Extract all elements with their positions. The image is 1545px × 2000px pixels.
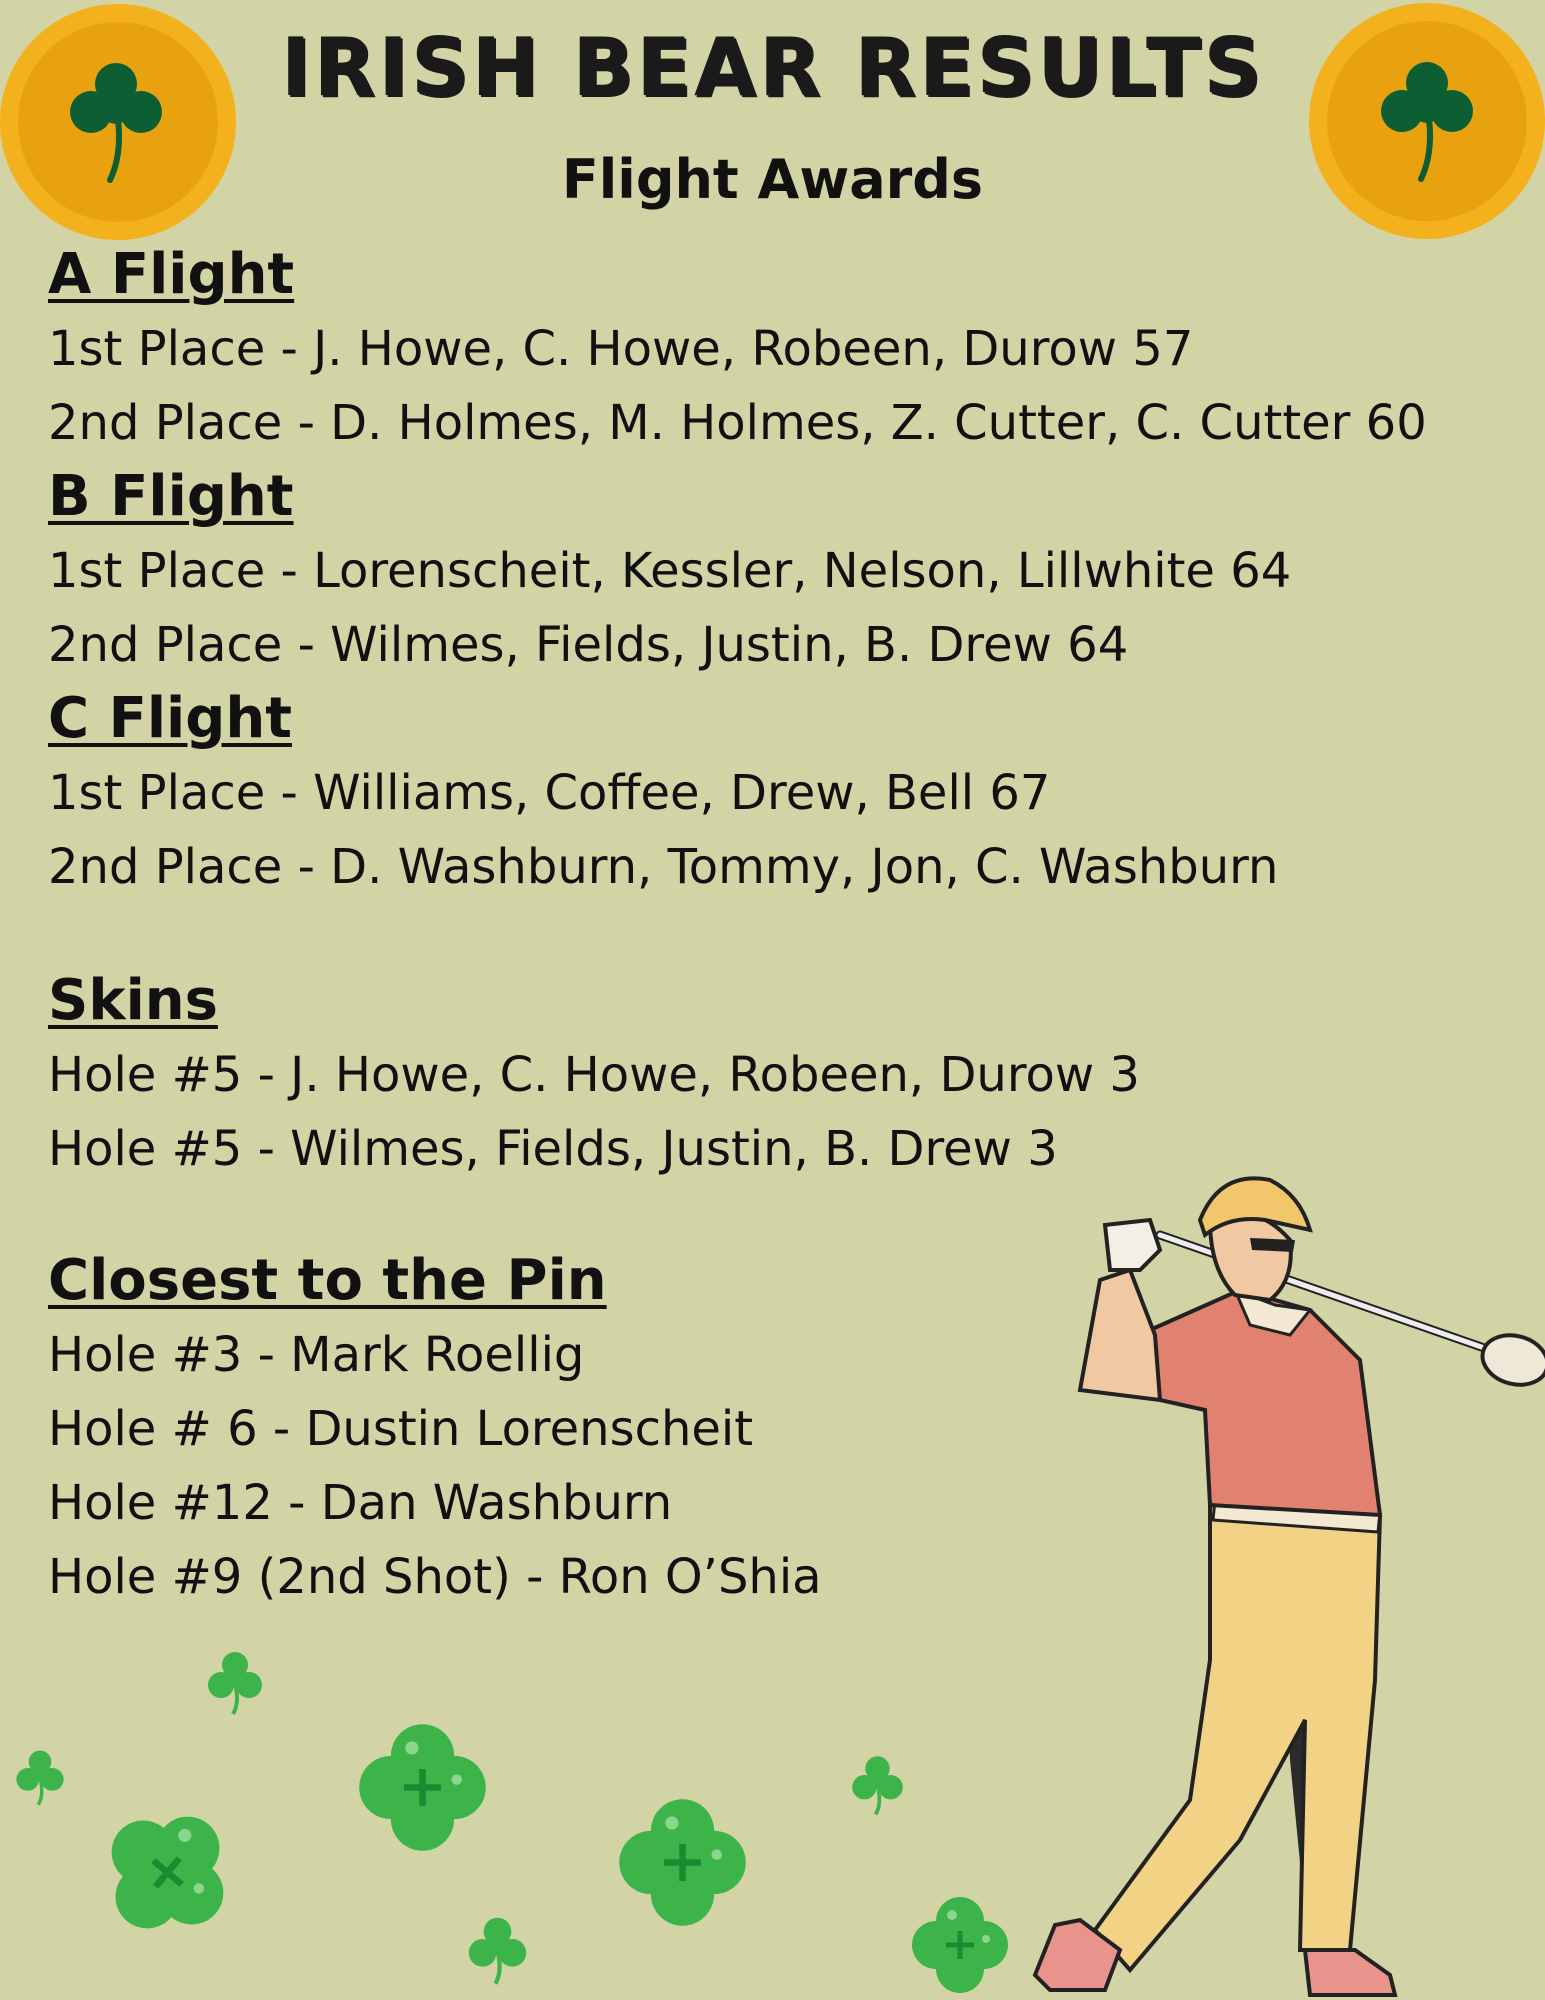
result-line: 1st Place - Williams, Coffee, Drew, Bell 67 — [48, 765, 1051, 821]
four-leaf-clover-icon — [195, 1640, 275, 1720]
result-line: 1st Place - J. Howe, C. Howe, Robeen, Durow 57 — [48, 321, 1194, 377]
result-line: 2nd Place - D. Holmes, M. Holmes, Z. Cutter, C. Cutter 60 — [48, 395, 1427, 451]
four-leaf-clover-icon — [610, 1790, 755, 1935]
section-heading: Skins — [48, 968, 218, 1033]
section-heading: Closest to the Pin — [48, 1248, 607, 1313]
section-a-flight — [48, 238, 1498, 460]
result-line: Hole # 6 - Dustin Lorenscheit — [48, 1401, 754, 1457]
section-heading: A Flight — [48, 242, 295, 307]
section-heading: B Flight — [48, 464, 294, 529]
four-leaf-clover-icon — [455, 1905, 540, 1990]
section-skins — [48, 964, 1498, 1186]
four-leaf-clover-icon — [95, 1800, 240, 1945]
section-b-flight — [48, 460, 1498, 682]
four-leaf-clover-icon — [5, 1740, 75, 1810]
result-line: Hole #3 - Mark Roellig — [48, 1327, 585, 1383]
page-subtitle: Flight Awards — [561, 148, 984, 211]
result-line: 2nd Place - D. Washburn, Tommy, Jon, C. Washburn — [48, 839, 1279, 895]
result-line: Hole #5 - J. Howe, C. Howe, Robeen, Durow 3 — [48, 1047, 1140, 1103]
result-line: Hole #5 - Wilmes, Fields, Justin, B. Drew 3 — [48, 1121, 1058, 1177]
result-line: 2nd Place - Wilmes, Fields, Justin, B. Drew 64 — [48, 617, 1129, 673]
result-line: Hole #12 - Dan Washburn — [48, 1475, 673, 1531]
section-c-flight — [48, 682, 1498, 904]
result-line: 1st Place - Lorenscheit, Kessler, Nelson, Lillwhite 64 — [48, 543, 1292, 599]
four-leaf-clover-icon — [350, 1715, 495, 1860]
result-line: Hole #9 (2nd Shot) - Ron O’Shia — [48, 1549, 822, 1605]
golfer-illustration — [1010, 1160, 1545, 2000]
four-leaf-clover-icon — [840, 1745, 915, 1820]
section-heading: C Flight — [48, 686, 292, 751]
four-leaf-clover-icon — [905, 1890, 1015, 2000]
page-title: IRISH BEAR RESULTS — [280, 21, 1265, 114]
